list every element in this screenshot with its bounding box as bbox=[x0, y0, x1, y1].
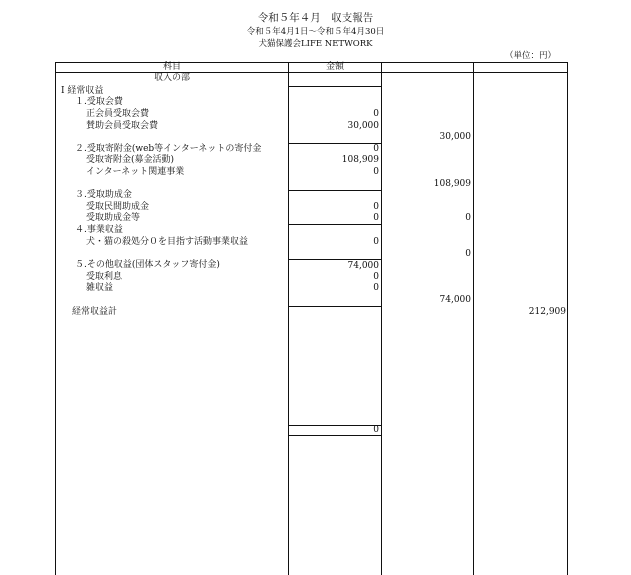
report-title: 令和５年４月 収支報告 bbox=[257, 12, 374, 24]
amount-value: 0 bbox=[373, 167, 379, 177]
column-header-amount: 金額 bbox=[325, 62, 344, 72]
section-label: 収入の部 bbox=[153, 73, 190, 83]
subtotal-value: 108,909 bbox=[433, 179, 471, 189]
table-right-border bbox=[567, 62, 568, 575]
total-value: 212,909 bbox=[528, 307, 566, 317]
subtotal-value: 30,000 bbox=[439, 132, 471, 142]
row-label: ５.その他収益(団体スタッフ寄付金) bbox=[75, 260, 220, 270]
row-label: 受取利息 bbox=[86, 272, 123, 282]
amount-box-line bbox=[288, 259, 381, 260]
row-label: １.受取会費 bbox=[75, 97, 123, 107]
amount-value: 0 bbox=[373, 202, 379, 212]
row-label: 犬・猫の殺処分０を目指す活動事業収益 bbox=[86, 237, 249, 247]
row-label: 受取民間助成金 bbox=[86, 202, 150, 212]
row-label: 雑収益 bbox=[86, 283, 114, 293]
amount-box-line bbox=[288, 86, 381, 87]
subtotal-value: 0 bbox=[465, 249, 471, 259]
row-label: ３.受取助成金 bbox=[75, 190, 132, 200]
column-header-item: 科目 bbox=[162, 62, 181, 72]
row-label: 賛助会員受取会費 bbox=[86, 121, 159, 131]
amount-value: 0 bbox=[373, 237, 379, 247]
amount-value: 0 bbox=[373, 144, 379, 154]
amount-box-line bbox=[288, 190, 381, 191]
row-label: 正会員受取会費 bbox=[86, 109, 150, 119]
row-label: インターネット関連事業 bbox=[86, 167, 185, 177]
amount-value: 0 bbox=[373, 272, 379, 282]
organization-name: 犬猫保護会LIFE NETWORK bbox=[258, 39, 373, 49]
amount-value: 0 bbox=[373, 425, 379, 435]
report-period: 令和５年4月1日～令和５年4月30日 bbox=[246, 27, 385, 37]
row-label: ４.事業収益 bbox=[75, 225, 123, 235]
table-divider-1 bbox=[288, 62, 289, 575]
amount-value: 30,000 bbox=[347, 121, 379, 131]
amount-value: 0 bbox=[373, 109, 379, 119]
subtotal-value: 0 bbox=[465, 213, 471, 223]
row-label: ２.受取寄附金(web等インターネットの寄付金 bbox=[75, 144, 262, 154]
subtotal-value: 74,000 bbox=[439, 295, 471, 305]
table-left-border bbox=[55, 62, 56, 575]
amount-box-line bbox=[288, 306, 381, 307]
table-divider-3 bbox=[473, 62, 474, 575]
amount-box-line bbox=[288, 224, 381, 225]
amount-value: 74,000 bbox=[347, 261, 379, 271]
amount-value: 0 bbox=[373, 283, 379, 293]
unit-label: （単位：円） bbox=[505, 51, 557, 61]
amount-value: 0 bbox=[373, 213, 379, 223]
row-label: Ⅰ 経常収益 bbox=[61, 86, 104, 96]
amount-value: 108,909 bbox=[341, 155, 379, 165]
row-label: 経常収益計 bbox=[72, 307, 118, 317]
row-label: 受取助成金等 bbox=[86, 213, 141, 223]
row-label: 受取寄附金(募金活動) bbox=[86, 155, 175, 165]
